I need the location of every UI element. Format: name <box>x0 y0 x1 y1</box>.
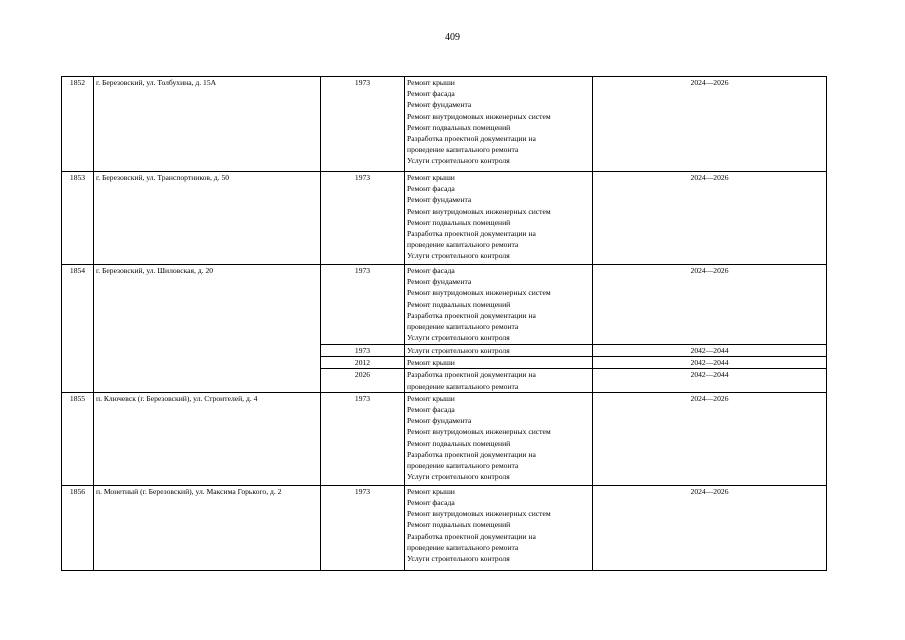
work-item: Разработка проектной документации на <box>407 310 536 320</box>
work-item: Ремонт крыши <box>407 486 455 496</box>
work-item: Ремонт подвальных помещений <box>407 217 511 227</box>
work-item: Ремонт внутридомовых инженерных систем <box>407 427 551 437</box>
work-item: Ремонт подвальных помещений <box>407 299 511 309</box>
year-cell: 1973 <box>321 392 405 485</box>
address-cell: г. Березовский, ул. Транспортников, д. 50 <box>94 172 321 265</box>
work-item: Ремонт внутридомовых инженерных систем <box>407 288 551 298</box>
work-item: Ремонт фасада <box>407 89 455 99</box>
work-item: Услуги строительного контроля <box>407 346 510 355</box>
year-cell: 2012 <box>321 357 405 369</box>
work-item: проведение капитального ремонта <box>407 381 519 391</box>
works-cell <box>405 357 593 369</box>
period-cell: 2042—2044 <box>593 357 827 369</box>
address-cell: п. Ключевск (г. Березовский), ул. Строителей, д. 4 <box>94 392 321 485</box>
period-cell: 2024—2026 <box>593 392 827 485</box>
work-item: Ремонт фасада <box>407 498 455 508</box>
period-cell: 2042—2044 <box>593 345 827 357</box>
work-item: Ремонт фундамента <box>407 100 472 110</box>
works-cell <box>405 392 593 485</box>
work-item: Услуги строительного контроля <box>407 251 510 261</box>
work-item: проведение капитального ремонта <box>407 240 519 250</box>
work-item: Ремонт внутридомовых инженерных систем <box>407 509 551 519</box>
works-cell <box>405 485 593 570</box>
works-cell <box>405 265 593 345</box>
period-cell: 2024—2026 <box>593 172 827 265</box>
period-cell: 2024—2026 <box>593 77 827 172</box>
work-item: Ремонт фундамента <box>407 416 472 426</box>
work-item: проведение капитального ремонта <box>407 322 519 332</box>
table-row <box>62 172 827 265</box>
row-number: 1853 <box>62 172 94 265</box>
repair-schedule-table <box>61 76 827 571</box>
work-item: проведение капитального ремонта <box>407 145 519 155</box>
work-item: Ремонт фундамента <box>407 277 472 287</box>
work-item: Услуги строительного контроля <box>407 472 510 482</box>
row-number: 1854 <box>62 265 94 393</box>
works-cell <box>405 77 593 172</box>
work-item: Ремонт внутридомовых инженерных систем <box>407 111 551 121</box>
year-cell: 1973 <box>321 485 405 570</box>
address-cell: п. Монетный (г. Березовский), ул. Максима Горького, д. 2 <box>94 485 321 570</box>
works-cell <box>405 369 593 392</box>
table-row <box>62 265 827 345</box>
work-item: Ремонт подвальных помещений <box>407 438 511 448</box>
table-row <box>62 392 827 485</box>
year-cell: 1973 <box>321 265 405 345</box>
address-cell: г. Березовский, ул. Толбухина, д. 15А <box>94 77 321 172</box>
works-cell <box>405 172 593 265</box>
work-item: Разработка проектной документации на <box>407 370 536 380</box>
period-cell: 2024—2026 <box>593 265 827 345</box>
work-item: Ремонт внутридомовых инженерных систем <box>407 206 551 216</box>
work-item: Ремонт крыши <box>407 358 455 368</box>
table-row <box>62 77 827 172</box>
table-body <box>62 77 827 571</box>
work-item: проведение капитального ремонта <box>407 542 519 552</box>
work-item: Ремонт подвальных помещений <box>407 122 511 132</box>
row-number: 1856 <box>62 485 94 570</box>
table-row <box>62 485 827 570</box>
work-item: Разработка проектной документации на <box>407 229 536 239</box>
work-item: Разработка проектной документации на <box>407 134 536 144</box>
work-item: Ремонт крыши <box>407 78 455 87</box>
row-number: 1852 <box>62 77 94 172</box>
row-number: 1855 <box>62 392 94 485</box>
work-item: Услуги строительного контроля <box>407 156 510 166</box>
page-number: 409 <box>445 32 460 43</box>
work-item: Ремонт крыши <box>407 393 455 403</box>
work-item: Ремонт фасада <box>407 405 455 415</box>
work-item: Ремонт крыши <box>407 173 455 182</box>
works-cell <box>405 345 593 357</box>
work-item: Услуги строительного контроля <box>407 333 510 343</box>
work-item: Услуги строительного контроля <box>407 554 510 564</box>
period-cell: 2024—2026 <box>593 485 827 570</box>
work-item: Ремонт фасада <box>407 266 455 275</box>
work-item: Разработка проектной документации на <box>407 531 536 541</box>
work-item: проведение капитального ремонта <box>407 461 519 471</box>
work-item: Ремонт подвальных помещений <box>407 520 511 530</box>
work-item: Разработка проектной документации на <box>407 449 536 459</box>
work-item: Ремонт фундамента <box>407 195 472 205</box>
year-cell: 1973 <box>321 172 405 265</box>
year-cell: 2026 <box>321 369 405 392</box>
year-cell: 1973 <box>321 345 405 357</box>
year-cell: 1973 <box>321 77 405 172</box>
address-cell: г. Березовский, ул. Шиловская, д. 20 <box>94 265 321 393</box>
work-item: Ремонт фасада <box>407 184 455 194</box>
period-cell: 2042—2044 <box>593 369 827 392</box>
